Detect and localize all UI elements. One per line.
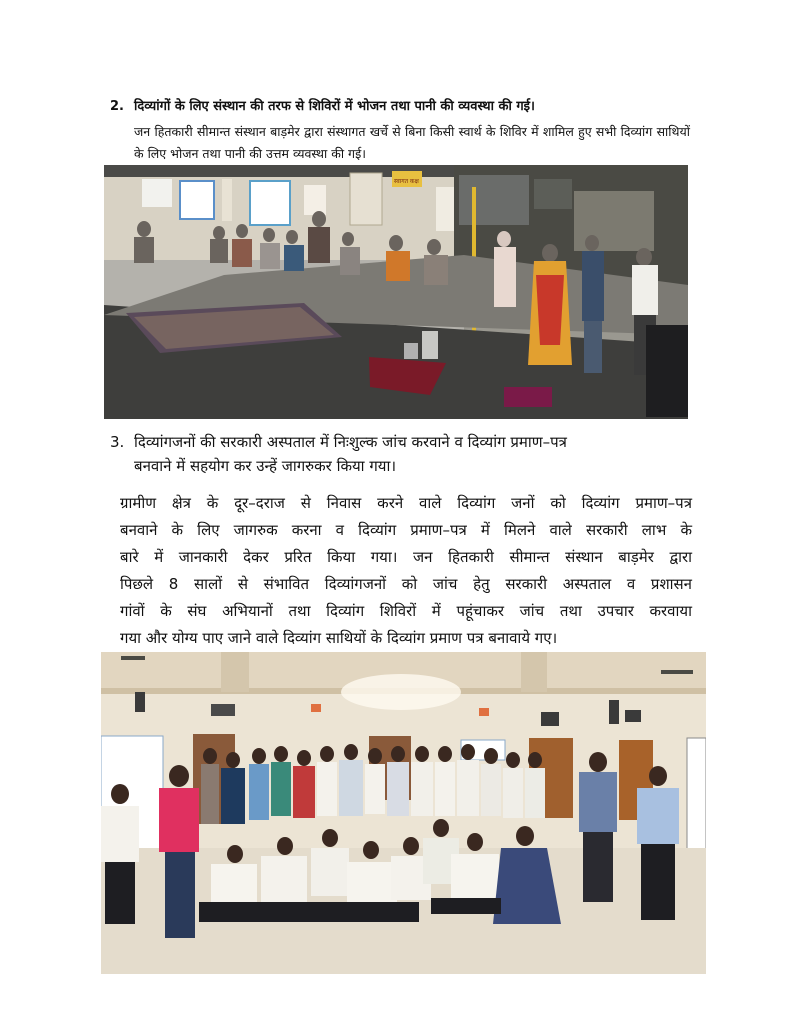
section-2-heading-text: दिव्यांगों के लिए संस्थान की तरफ से शिविरों में भोजन तथा पानी की व्यवस्था की गई। xyxy=(134,99,535,114)
paragraph-line: गांवों के संघ अभियानों तथा दिव्यांग शिविरों में पहूंचाकर जांच तथा उपचार करवाया xyxy=(120,602,692,620)
section-2-body: जन हितकारी सीमान्त संस्थान बाड़मेर द्वारा संस्थागत खर्चे से बिना किसी स्वार्थ के शिविर में शामिल हुए सभी दिव्यांग साथियों के लिए भोजन तथा पानी की उत्तम व्यवस्था की गई। xyxy=(134,124,690,161)
paragraph-line: गया और योग्य पाए जाने वाले दिव्यांग साथियों के दिव्यांग प्रमाण पत्र बनावाये गए। xyxy=(120,629,558,647)
section-3-number: 3. xyxy=(110,433,125,451)
section-2-heading xyxy=(110,98,690,116)
section-3-paragraph xyxy=(120,490,692,652)
welcome-sign-text: स्वागत कक्ष xyxy=(394,178,419,185)
paragraph-line: बारे में जानकारी देकर प्ररित किया गया। जन हितकारी सीमान्त संस्थान बाड़मेर द्वारा xyxy=(120,548,692,566)
section-3-heading-line-2: बनवाने में सहयोग कर उन्हें जागरुकर किया गया। xyxy=(134,457,397,475)
paragraph-line: ग्रामीण क्षेत्र के दूर–दराज से निवास करने वाले दिव्यांग जनों को दिव्यांग प्रमाण–पत्र xyxy=(120,494,692,512)
section-3-heading-line-1: दिव्यांगजनों की सरकारी अस्पताल में निःशुल्क जांच करवाने व दिव्यांग प्रमाण–पत्र xyxy=(134,433,567,451)
paragraph-line: पिछले 8 सालों से संभावित दिव्यांगजनों को जांच हेतु सरकारी अस्पताल व प्रशासन xyxy=(120,575,692,593)
paragraph-line: बनवाने के लिए जागरुक करना व दिव्यांग प्रमाण–पत्र में मिलने वाले सरकारी लाभ के xyxy=(120,521,692,539)
section-2-number: 2. xyxy=(110,99,124,114)
section-3-heading xyxy=(110,430,692,478)
camp-food-photo xyxy=(104,165,688,419)
group-photo xyxy=(101,652,706,974)
